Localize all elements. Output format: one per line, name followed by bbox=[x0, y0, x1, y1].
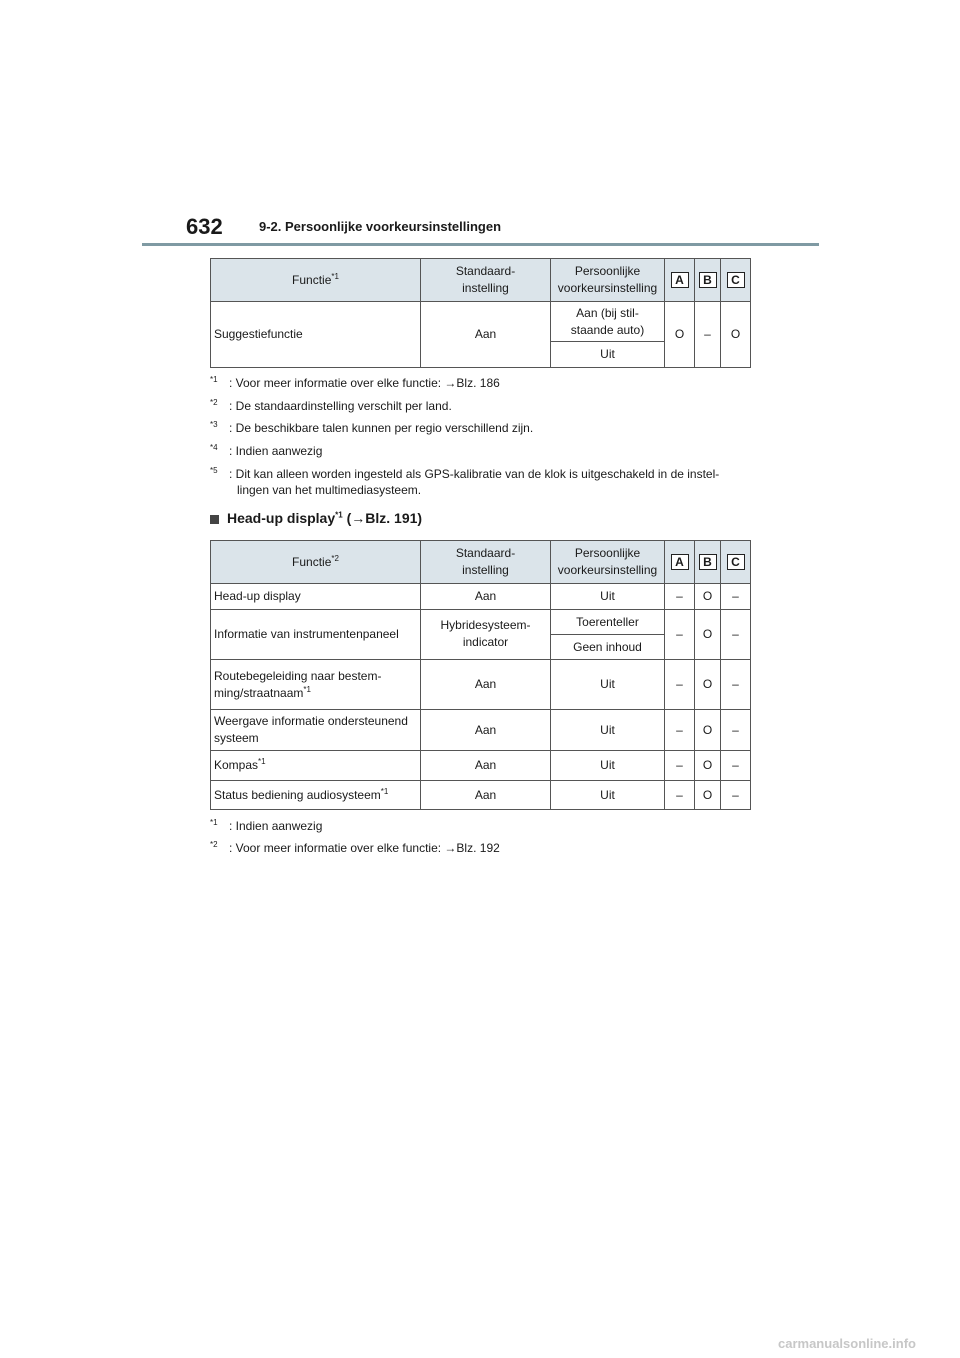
cell-b: O bbox=[695, 660, 721, 710]
cell-c: – bbox=[721, 751, 751, 781]
cell-b: O bbox=[695, 584, 721, 610]
cell-functie: Status bediening audiosysteem$^{*1}$ bbox=[211, 781, 421, 810]
cell-a: – bbox=[665, 584, 695, 610]
cell-standaard: Aan bbox=[421, 781, 551, 810]
col-header-persoonlijke: Persoonlijke voorkeursinstelling bbox=[551, 541, 665, 584]
cell-c: – bbox=[721, 660, 751, 710]
cell-c: – bbox=[721, 610, 751, 660]
cell-a: – bbox=[665, 660, 695, 710]
col-header-persoonlijke: Persoonlijke voorkeursinstelling bbox=[551, 259, 665, 302]
cell-c: – bbox=[721, 781, 751, 810]
section-title: 9-2. Persoonlijke voorkeursinstellingen bbox=[259, 219, 502, 234]
page-number: 632 bbox=[186, 214, 223, 239]
cell-option: Uit bbox=[551, 342, 665, 368]
cell-option: Uit bbox=[551, 781, 665, 810]
cell-functie: Informatie van instrumentenpaneel bbox=[211, 610, 421, 660]
cell-functie: Routebegeleiding naar bestem- ming/straatnaam$^{*1}$ bbox=[211, 660, 421, 710]
cell-option: Toerenteller bbox=[551, 610, 665, 635]
cell-standaard: Aan bbox=[421, 710, 551, 751]
col-header-functie: Functie$^{*2}$ bbox=[211, 541, 421, 584]
cell-c: – bbox=[721, 584, 751, 610]
cell-standaard: Hybridesysteem- indicator bbox=[421, 610, 551, 660]
cell-standaard: Aan bbox=[421, 751, 551, 781]
cell-functie: Suggestiefunctie bbox=[211, 302, 421, 368]
cell-option: Uit bbox=[551, 710, 665, 751]
footnote: $^{*3}$ : De beschikbare talen kunnen per regio verschillend zijn. bbox=[210, 420, 534, 435]
col-header-a: A bbox=[665, 259, 695, 302]
cell-b: – bbox=[695, 302, 721, 368]
footnote: $^{*5}$ : Dit kan alleen worden ingesteld als GPS-kalibratie van de klok is uitgeschakeld in de instel- lingen van het multimediasysteem. bbox=[210, 466, 720, 497]
cell-standaard: Aan bbox=[421, 302, 551, 368]
settings-table-2 bbox=[210, 540, 751, 810]
cell-standaard: Aan bbox=[421, 584, 551, 610]
cell-b: O bbox=[695, 710, 721, 751]
col-header-c: C bbox=[721, 541, 751, 584]
cell-a: – bbox=[665, 781, 695, 810]
col-header-functie: Functie$^{*1}$ bbox=[211, 259, 421, 302]
cell-option: Uit bbox=[551, 584, 665, 610]
cell-a: – bbox=[665, 610, 695, 660]
footnote: $^{*1}$ : Indien aanwezig bbox=[210, 818, 323, 833]
cell-option: Uit bbox=[551, 660, 665, 710]
col-header-standaard: Standaard- instelling bbox=[421, 259, 551, 302]
cell-a: – bbox=[665, 751, 695, 781]
cell-functie: Kompas$^{*1}$ bbox=[211, 751, 421, 781]
cell-a: O bbox=[665, 302, 695, 368]
footnote: $^{*1}$ : Voor meer informatie over elke functie: →Blz. 186 bbox=[210, 375, 500, 390]
settings-table-1 bbox=[210, 258, 751, 368]
col-header-a: A bbox=[665, 541, 695, 584]
footnote: $^{*4}$ : Indien aanwezig bbox=[210, 443, 323, 458]
cell-standaard: Aan bbox=[421, 660, 551, 710]
header-rule bbox=[142, 243, 819, 246]
cell-a: – bbox=[665, 710, 695, 751]
footnote: $^{*2}$ : De standaardinstelling verschilt per land. bbox=[210, 398, 452, 413]
col-header-b: B bbox=[695, 259, 721, 302]
watermark: carmanualsonline.info bbox=[778, 1336, 916, 1351]
cell-functie: Head-up display bbox=[211, 584, 421, 610]
footnote: $^{*2}$ : Voor meer informatie over elke functie: →Blz. 192 bbox=[210, 840, 500, 855]
col-header-standaard: Standaard- instelling bbox=[421, 541, 551, 584]
cell-b: O bbox=[695, 781, 721, 810]
subheading-head-up-display: Head-up display$^{*1}$ (→Blz. 191) bbox=[210, 510, 422, 526]
col-header-b: B bbox=[695, 541, 721, 584]
cell-functie: Weergave informatie ondersteunend systeem bbox=[211, 710, 421, 751]
cell-b: O bbox=[695, 610, 721, 660]
bullet-square-icon bbox=[210, 515, 219, 524]
cell-option: Geen inhoud bbox=[551, 635, 665, 660]
cell-c: – bbox=[721, 710, 751, 751]
cell-option: Uit bbox=[551, 751, 665, 781]
cell-c: O bbox=[721, 302, 751, 368]
cell-b: O bbox=[695, 751, 721, 781]
cell-option: Aan (bij stil- staande auto) bbox=[551, 302, 665, 342]
col-header-c: C bbox=[721, 259, 751, 302]
